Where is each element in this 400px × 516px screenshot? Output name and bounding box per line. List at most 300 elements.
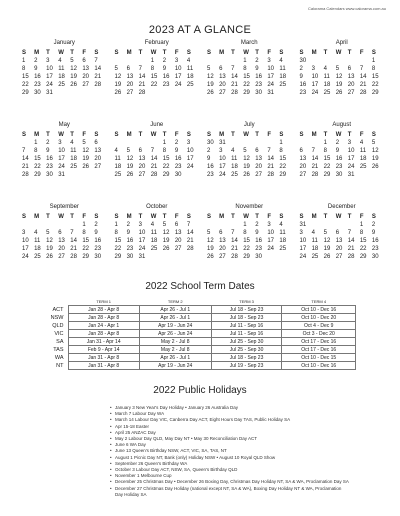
day-cell — [360, 57, 372, 65]
day-cell: 9 — [34, 66, 38, 72]
term-header: TERM 4 — [311, 299, 327, 304]
weekday-header-row — [115, 131, 200, 139]
day-cell: 29 — [371, 90, 379, 96]
week-row — [22, 57, 107, 65]
term-header-row — [46, 298, 356, 306]
day-cell: 12 — [162, 230, 170, 236]
term-date-cell: Apr 19 - Jun 24 — [139, 322, 211, 330]
weekday-label: M — [311, 50, 317, 56]
term-row-sa — [46, 338, 356, 346]
day-cell: 20 — [335, 246, 343, 252]
day-cell: 19 — [162, 238, 170, 244]
day-cell: 28 — [138, 90, 146, 96]
day-cell: 14 — [231, 74, 238, 80]
day-cell: 7 — [267, 148, 271, 154]
day-cell: 5 — [323, 230, 327, 236]
day-cell: 25 — [70, 164, 77, 170]
day-cell: 2 — [126, 222, 130, 228]
day-cell: 13 — [126, 74, 134, 80]
day-cell: 15 — [162, 156, 170, 162]
day-cell — [267, 253, 279, 261]
day-cell: 25 — [279, 246, 287, 252]
day-cell: 13 — [347, 74, 355, 80]
day-cell: 5 — [82, 140, 86, 146]
day-cell — [151, 139, 163, 147]
day-cell: 23 — [162, 82, 170, 88]
day-cell: 1 — [279, 140, 283, 146]
day-cell: 7 — [150, 148, 155, 154]
day-cell: 29 — [243, 254, 250, 260]
term-date-cell: Jan 31 - Apr 14 — [68, 338, 139, 346]
day-cell: 4 — [150, 222, 155, 228]
day-cell — [22, 139, 34, 147]
day-cell — [336, 57, 348, 65]
day-cell: 5 — [46, 230, 50, 236]
day-cell — [187, 171, 199, 179]
term-date-cell: Jul 11 - Sep 16 — [211, 330, 282, 338]
day-cell: 20 — [138, 164, 146, 170]
weekday-label: T — [323, 132, 328, 138]
day-cell: 21 — [186, 238, 194, 244]
day-cell: 22 — [371, 82, 379, 88]
day-cell: 18 — [279, 74, 287, 80]
day-cell: 27 — [94, 164, 102, 170]
day-cell: 29 — [114, 254, 122, 260]
day-cell: 8 — [359, 230, 364, 236]
day-cell — [372, 171, 384, 179]
week-row — [300, 57, 385, 65]
week-row — [207, 237, 292, 245]
weekday-label: S — [94, 132, 99, 138]
day-cell: 23 — [335, 164, 343, 170]
week-row — [115, 221, 200, 229]
holiday-item: • November 1 Melbourne Cup — [110, 473, 350, 479]
day-cell: 24 — [46, 82, 53, 88]
weekday-label: M — [219, 214, 225, 220]
day-cell: 27 — [138, 172, 146, 178]
month-june — [115, 122, 200, 194]
day-cell: 13 — [255, 156, 262, 162]
day-cell: 16 — [162, 74, 170, 80]
day-cell: 28 — [231, 254, 238, 260]
day-cell: 30 — [299, 58, 307, 64]
term-date-cell: Jan 28 - Apr 8 — [68, 330, 139, 338]
term-date-cell: Oct 4 - Dec 9 — [282, 322, 356, 330]
week-row — [207, 139, 292, 147]
day-cell: 27 — [299, 172, 307, 178]
day-cell: 25 — [58, 82, 65, 88]
day-cell: 2 — [299, 66, 303, 72]
month-name: September — [49, 204, 79, 210]
week-row — [22, 237, 107, 245]
weekday-label: S — [207, 132, 212, 138]
day-cell: 1 — [22, 58, 26, 64]
day-cell: 26 — [70, 82, 77, 88]
day-cell: 1 — [243, 222, 247, 228]
day-cell: 1 — [150, 58, 155, 64]
day-cell: 31 — [267, 90, 275, 96]
day-cell: 26 — [207, 254, 214, 260]
day-cell — [267, 139, 279, 147]
week-row — [300, 221, 385, 229]
day-cell: 11 — [186, 66, 194, 72]
month-march — [207, 40, 292, 112]
state-label: TAS — [53, 346, 64, 353]
holiday-item: • August 1 Picnic Day NT, Bank (only) Holiday NSW • August 10 Royal QLD Show — [110, 455, 350, 461]
term-date-cell: Apr 26 - Jul 1 — [139, 306, 211, 314]
day-cell: 11 — [311, 238, 318, 244]
term-date-cell: May 2 - Jul 8 — [139, 338, 211, 346]
day-cell: 9 — [46, 148, 50, 154]
day-cell: 24 — [311, 90, 319, 96]
term-date-cell: Jul 18 - Sep 23 — [211, 354, 282, 362]
day-cell — [243, 139, 255, 147]
day-cell: 22 — [82, 246, 90, 252]
weekday-label: T — [138, 132, 143, 138]
term-date-cell: Oct 10 - Dec 16 — [282, 306, 356, 314]
month-name: July — [243, 122, 255, 128]
week-row — [22, 155, 107, 163]
day-cell: 24 — [347, 164, 355, 170]
weekday-label: T — [231, 50, 235, 56]
weekday-label: W — [243, 132, 249, 138]
weekday-label: W — [150, 214, 157, 220]
weekday-label: S — [371, 50, 376, 56]
day-cell: 15 — [82, 238, 90, 244]
day-cell — [34, 221, 46, 229]
day-cell: 28 — [231, 90, 238, 96]
day-cell: 15 — [243, 238, 250, 244]
week-row — [22, 139, 107, 147]
week-row — [300, 73, 385, 81]
day-cell — [219, 221, 231, 229]
day-cell: 12 — [70, 66, 77, 72]
term-header: TERM 2 — [167, 299, 183, 304]
day-cell: 16 — [255, 238, 262, 244]
week-row — [207, 229, 292, 237]
day-cell: 16 — [126, 238, 134, 244]
weekday-label: T — [255, 50, 259, 56]
day-cell: 21 — [231, 246, 238, 252]
day-cell: 26 — [335, 90, 343, 96]
month-name: March — [240, 40, 258, 46]
day-cell: 6 — [174, 222, 179, 228]
day-cell: 14 — [70, 238, 77, 244]
day-cell: 13 — [219, 74, 226, 80]
day-cell — [115, 57, 127, 65]
day-cell: 13 — [82, 66, 90, 72]
day-cell: 21 — [22, 164, 29, 170]
day-cell: 19 — [82, 156, 90, 162]
day-cell: 12 — [126, 156, 134, 162]
day-cell: 26 — [371, 164, 379, 170]
day-cell: 22 — [162, 164, 170, 170]
weekday-label: W — [58, 214, 64, 220]
day-cell: 15 — [114, 238, 122, 244]
state-header — [46, 298, 68, 306]
day-cell: 5 — [162, 222, 167, 228]
weekday-label: F — [267, 132, 272, 138]
day-cell — [348, 57, 360, 65]
weekday-label: W — [150, 132, 157, 138]
week-row — [22, 147, 107, 155]
day-cell: 29 — [359, 254, 367, 260]
weekday-label: T — [255, 214, 259, 220]
weekday-label: W — [243, 214, 249, 220]
weekday-label: M — [311, 214, 317, 220]
day-cell: 29 — [279, 172, 287, 178]
day-cell: 8 — [279, 148, 283, 154]
day-cell: 24 — [58, 164, 65, 170]
day-cell: 4 — [114, 148, 118, 154]
day-cell: 19 — [371, 156, 379, 162]
day-cell: 1 — [243, 58, 247, 64]
holiday-item: • Apr 15-18 Easter — [110, 424, 350, 430]
weekday-header-row — [300, 131, 385, 139]
day-cell: 4 — [279, 58, 283, 64]
day-cell: 14 — [150, 156, 158, 162]
day-cell: 26 — [323, 254, 331, 260]
day-cell: 9 — [174, 148, 179, 154]
day-cell: 18 — [186, 74, 194, 80]
week-row — [207, 163, 292, 171]
day-cell: 17 — [311, 82, 319, 88]
day-cell: 18 — [150, 238, 158, 244]
day-cell — [163, 253, 175, 261]
day-cell: 27 — [255, 172, 262, 178]
day-cell: 27 — [219, 254, 226, 260]
day-cell: 21 — [150, 164, 158, 170]
day-cell: 6 — [219, 230, 223, 236]
day-cell: 10 — [174, 66, 182, 72]
day-cell — [312, 221, 324, 229]
day-cell: 13 — [174, 230, 182, 236]
day-cell: 1 — [359, 222, 364, 228]
week-row — [22, 89, 107, 97]
term-date-cell: Jul 11 - Sep 16 — [211, 322, 282, 330]
day-cell — [151, 89, 163, 97]
month-name: February — [144, 40, 169, 46]
weekday-label: S — [22, 214, 27, 220]
week-row — [115, 237, 200, 245]
month-october — [115, 204, 200, 276]
day-cell — [127, 57, 139, 65]
day-cell: 20 — [82, 74, 90, 80]
day-cell: 27 — [126, 90, 134, 96]
day-cell: 12 — [335, 74, 343, 80]
holiday-item: • April 25 ANZAC Day — [110, 430, 350, 436]
day-cell: 25 — [359, 164, 367, 170]
week-row — [22, 65, 107, 73]
day-cell: 4 — [359, 140, 364, 146]
day-cell: 25 — [279, 82, 287, 88]
holiday-item: • March 14 Labour Day VIC, Canberra Day ACT, Eight Hours Day TAS, Public Holiday SA — [110, 417, 350, 423]
day-cell: 26 — [114, 90, 122, 96]
week-row — [115, 73, 200, 81]
day-cell: 2 — [255, 58, 259, 64]
day-cell: 5 — [207, 66, 211, 72]
state-label: SA — [56, 338, 64, 345]
day-cell: 11 — [359, 148, 367, 154]
day-cell: 8 — [22, 66, 26, 72]
day-cell: 31 — [46, 90, 53, 96]
day-cell: 14 — [311, 156, 319, 162]
month-august — [300, 122, 385, 194]
day-cell: 10 — [347, 148, 355, 154]
day-cell: 5 — [371, 140, 376, 146]
month-name: August — [332, 122, 352, 128]
weekday-label: T — [323, 214, 328, 220]
day-cell: 7 — [231, 230, 235, 236]
day-cell — [348, 221, 360, 229]
day-cell: 24 — [138, 246, 146, 252]
weekday-label: S — [114, 214, 119, 220]
day-cell: 9 — [162, 66, 167, 72]
day-cell: 3 — [138, 222, 142, 228]
week-row — [115, 147, 200, 155]
day-cell: 23 — [174, 164, 182, 170]
day-cell: 29 — [162, 172, 170, 178]
day-cell: 30 — [207, 140, 214, 146]
day-cell: 26 — [162, 246, 170, 252]
day-cell: 11 — [279, 66, 286, 72]
state-label: NT — [56, 362, 64, 369]
weekday-label: T — [46, 132, 50, 138]
weekday-label: M — [34, 50, 40, 56]
weekday-label: F — [82, 50, 87, 56]
day-cell: 7 — [94, 58, 98, 64]
day-cell — [139, 139, 151, 147]
day-cell: 7 — [311, 148, 315, 154]
day-cell: 23 — [34, 82, 41, 88]
day-cell: 6 — [82, 58, 86, 64]
week-row — [22, 163, 107, 171]
day-cell: 1 — [162, 140, 167, 146]
day-cell: 4 — [186, 58, 191, 64]
day-cell: 16 — [207, 164, 214, 170]
day-cell: 2 — [207, 148, 211, 154]
day-cell: 7 — [22, 148, 26, 154]
weekday-label: F — [359, 50, 364, 56]
weekday-label: F — [82, 132, 87, 138]
weekday-label: S — [279, 132, 284, 138]
week-row — [22, 253, 107, 261]
day-cell: 10 — [138, 230, 146, 236]
day-cell: 24 — [219, 172, 226, 178]
weekday-label: F — [174, 50, 179, 56]
day-cell: 7 — [186, 222, 191, 228]
day-cell: 27 — [347, 90, 355, 96]
week-row — [115, 57, 200, 65]
week-row — [22, 245, 107, 253]
term-date-cell: Apr 19 - Jun 24 — [139, 362, 211, 370]
day-cell: 7 — [138, 66, 142, 72]
school-term-title: 2022 School Term Dates — [145, 281, 255, 292]
month-february — [115, 40, 200, 112]
day-cell: 15 — [34, 156, 41, 162]
weekday-label: M — [126, 50, 132, 56]
weekday-label: M — [34, 132, 40, 138]
day-cell: 13 — [219, 238, 226, 244]
day-cell: 19 — [70, 74, 77, 80]
day-cell: 30 — [174, 172, 182, 178]
day-cell: 16 — [94, 238, 102, 244]
day-cell: 4 — [34, 230, 38, 236]
weekday-label: S — [299, 132, 304, 138]
term-row-nt — [46, 362, 356, 370]
day-cell: 8 — [162, 148, 167, 154]
day-cell — [70, 221, 82, 229]
day-cell — [231, 57, 243, 65]
weekday-label: T — [162, 132, 167, 138]
week-row — [115, 171, 200, 179]
day-cell: 27 — [58, 254, 65, 260]
weekday-label: S — [186, 50, 191, 56]
day-cell: 31 — [347, 172, 355, 178]
weekday-label: W — [335, 214, 342, 220]
weekday-label: M — [311, 132, 317, 138]
weekday-label: T — [347, 132, 352, 138]
weekday-label: T — [347, 214, 352, 220]
day-cell — [312, 139, 324, 147]
weekday-label: T — [46, 214, 50, 220]
weekday-label: W — [150, 50, 157, 56]
week-row — [115, 253, 200, 261]
day-cell: 24 — [267, 82, 275, 88]
day-cell: 20 — [174, 238, 182, 244]
week-row — [300, 253, 385, 261]
day-cell: 2 — [162, 58, 167, 64]
week-row — [207, 81, 292, 89]
day-cell: 2 — [255, 222, 259, 228]
week-row — [207, 73, 292, 81]
day-cell: 24 — [299, 254, 307, 260]
day-cell: 8 — [114, 230, 118, 236]
day-cell: 30 — [126, 254, 134, 260]
day-cell: 19 — [46, 246, 53, 252]
term-date-cell: Jan 28 - Apr 8 — [68, 314, 139, 322]
month-may — [22, 122, 107, 194]
month-name: May — [58, 122, 70, 128]
day-cell — [82, 171, 94, 179]
day-cell — [187, 89, 199, 97]
day-cell: 14 — [231, 238, 238, 244]
weekday-label: S — [299, 214, 304, 220]
day-cell: 23 — [46, 164, 53, 170]
term-date-cell: Jul 25 - Sep 30 — [211, 338, 282, 346]
week-row — [22, 73, 107, 81]
weekday-header-row — [207, 213, 292, 221]
day-cell — [163, 89, 175, 97]
day-cell: 15 — [279, 156, 287, 162]
term-row-wa — [46, 354, 356, 362]
weekday-label: W — [58, 50, 64, 56]
weekday-label: S — [279, 214, 284, 220]
day-cell: 18 — [359, 156, 367, 162]
day-cell: 12 — [46, 238, 53, 244]
day-cell — [255, 139, 267, 147]
day-cell: 15 — [323, 156, 331, 162]
day-cell: 2 — [34, 58, 38, 64]
day-cell: 6 — [299, 148, 303, 154]
day-cell: 4 — [323, 66, 327, 72]
day-cell — [70, 89, 82, 97]
day-cell: 27 — [219, 90, 226, 96]
holiday-item: • May 2 Labour Day QLD, May Day NT • May 30 Reconciliation Day ACT — [110, 436, 350, 442]
day-cell: 3 — [46, 58, 50, 64]
day-cell: 9 — [126, 230, 130, 236]
weekday-label: W — [335, 50, 342, 56]
